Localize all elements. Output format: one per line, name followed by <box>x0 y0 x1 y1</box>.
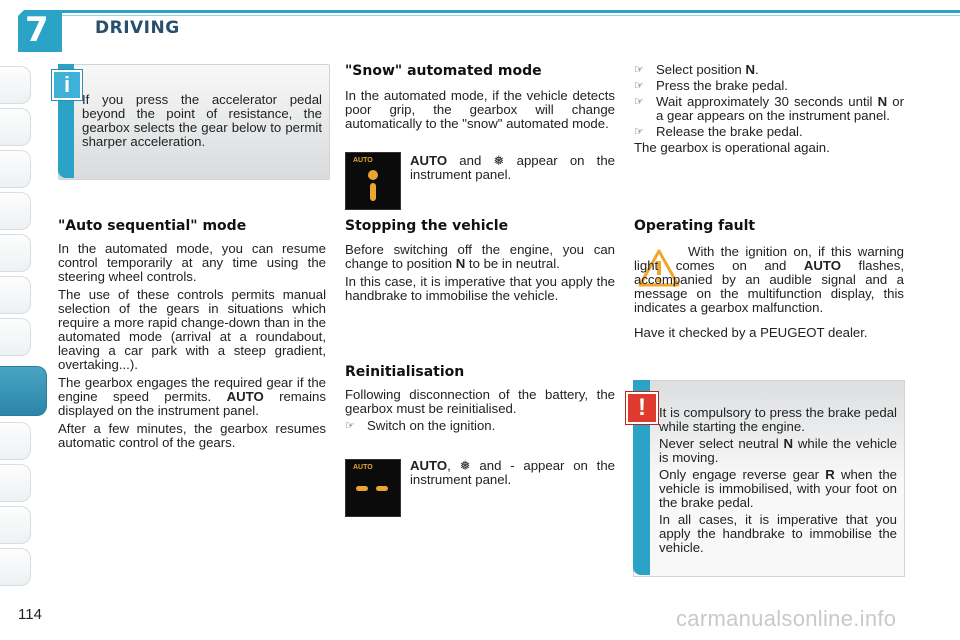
reinit-bullet: ☞ Switch on the ignition. <box>345 418 496 433</box>
snow-display-text: AUTO and ❅ appear on the instrument panel. <box>410 153 615 182</box>
display-auto-label: AUTO <box>353 157 373 164</box>
chapter-tab[interactable] <box>0 464 31 502</box>
pointing-hand-icon: ☞ <box>634 64 644 76</box>
chapter-tab[interactable] <box>0 276 31 314</box>
watermark: carmanualsonline.info <box>676 606 897 631</box>
chapter-tab[interactable] <box>0 506 31 544</box>
auto-sequential-p3: The gearbox engages the required gear if the engine speed permits. AUTO remains displayed on the instrument panel. <box>58 375 326 418</box>
auto-sequential-heading: "Auto sequential" mode <box>58 218 247 234</box>
snow-symbol-icon <box>368 170 378 180</box>
warning-p3: Only engage reverse gear R when the vehicle is immobilised, with your foot on the brake pedal. <box>659 467 897 510</box>
warning-p1: It is compulsory to press the brake pedal while starting the engine. <box>659 405 897 434</box>
warning-p4: In all cases, it is imperative that you apply the handbrake to immobilise the vehicle. <box>659 512 897 555</box>
chapter-tab[interactable] <box>0 422 31 460</box>
reinit-display-image <box>345 459 401 517</box>
info-icon: i <box>52 70 82 100</box>
steps-list <box>634 63 904 155</box>
auto-sequential-p2: The use of these controls permits manual selection of the gears in situations which require a more rapid change-down than in the automated mode (arrival at a roundabout, leaving a car park with a steep gradient, overtaking...). <box>58 287 326 372</box>
chapter-tab[interactable] <box>0 150 31 188</box>
snow-mode-p1: In the automated mode, if the vehicle detects poor grip, the gearbox will change automatically to the "snow" automated mode. <box>345 88 615 131</box>
auto-sequential-p1: In the automated mode, you can resume control temporarily at any time using the steering wheel controls. <box>58 241 326 284</box>
exclamation-icon: ! <box>626 392 658 424</box>
reinit-heading: Reinitialisation <box>345 364 465 380</box>
chapter-number: 7 <box>25 10 49 50</box>
snow-mode-heading: "Snow" automated mode <box>345 63 542 79</box>
stopping-p2: In this case, it is imperative that you apply the handbrake to immobilise the vehicle. <box>345 274 615 303</box>
dash-symbol-icon <box>376 486 388 491</box>
fault-heading: Operating fault <box>634 218 756 234</box>
chapter-tab[interactable] <box>0 234 31 272</box>
warning-p2: Never select neutral N while the vehicle is moving. <box>659 436 897 465</box>
steps-after: The gearbox is operational again. <box>634 140 830 155</box>
step-item: ☞ Press the brake pedal. <box>634 78 788 93</box>
page-title: DRIVING <box>95 18 180 38</box>
step-item: ☞ Release the brake pedal. <box>634 124 803 139</box>
chapter-tab[interactable] <box>0 66 31 104</box>
fault-p1: With the ignition on, if this warning light comes on and AUTO flashes, accompanied by an audible signal and a message on the multifunction display, this indicates a gearbox malfunction. <box>634 244 904 315</box>
reinit-p1: Following disconnection of the battery, the gearbox must be reinitialised. <box>345 387 615 416</box>
stopping-heading: Stopping the vehicle <box>345 218 509 234</box>
display-auto-label: AUTO <box>353 464 373 471</box>
chapter-tab-active[interactable] <box>0 366 47 416</box>
page-number: 114 <box>18 606 42 623</box>
chapter-tab[interactable] <box>0 108 31 146</box>
warning-box-content <box>659 406 897 555</box>
chapter-tab[interactable] <box>0 192 31 230</box>
chapter-tab[interactable] <box>0 548 31 586</box>
gear-indicator-icon <box>370 183 376 201</box>
pointing-hand-icon: ☞ <box>634 80 644 92</box>
snow-symbol-icon <box>356 486 368 491</box>
pointing-hand-icon: ☞ <box>634 96 644 108</box>
pointing-hand-icon: ☞ <box>634 126 644 138</box>
auto-sequential-p4: After a few minutes, the gearbox resumes automatic control of the gears. <box>58 421 326 450</box>
reinit-display-text: AUTO, ❅ and - appear on the instrument panel. <box>410 458 615 487</box>
info-box-text: If you press the accelerator pedal beyond the point of resistance, the gearbox selects the gear below to permit sharper acceleration. <box>82 92 322 149</box>
step-item: ☞ Select position N. <box>634 62 759 77</box>
snow-display-image <box>345 152 401 210</box>
step-item: ☞ Wait approximately 30 seconds until N or a gear appears on the instrument panel. <box>634 94 904 123</box>
chapter-tab[interactable] <box>0 318 31 356</box>
stopping-section <box>345 243 615 303</box>
auto-sequential-section <box>58 242 326 450</box>
fault-p2: Have it checked by a PEUGEOT dealer. <box>634 325 868 340</box>
stopping-p1: Before switching off the engine, you can change to position N to be in neutral. <box>345 242 615 271</box>
header-bar <box>58 10 960 20</box>
pointing-hand-icon: ☞ <box>345 420 355 432</box>
